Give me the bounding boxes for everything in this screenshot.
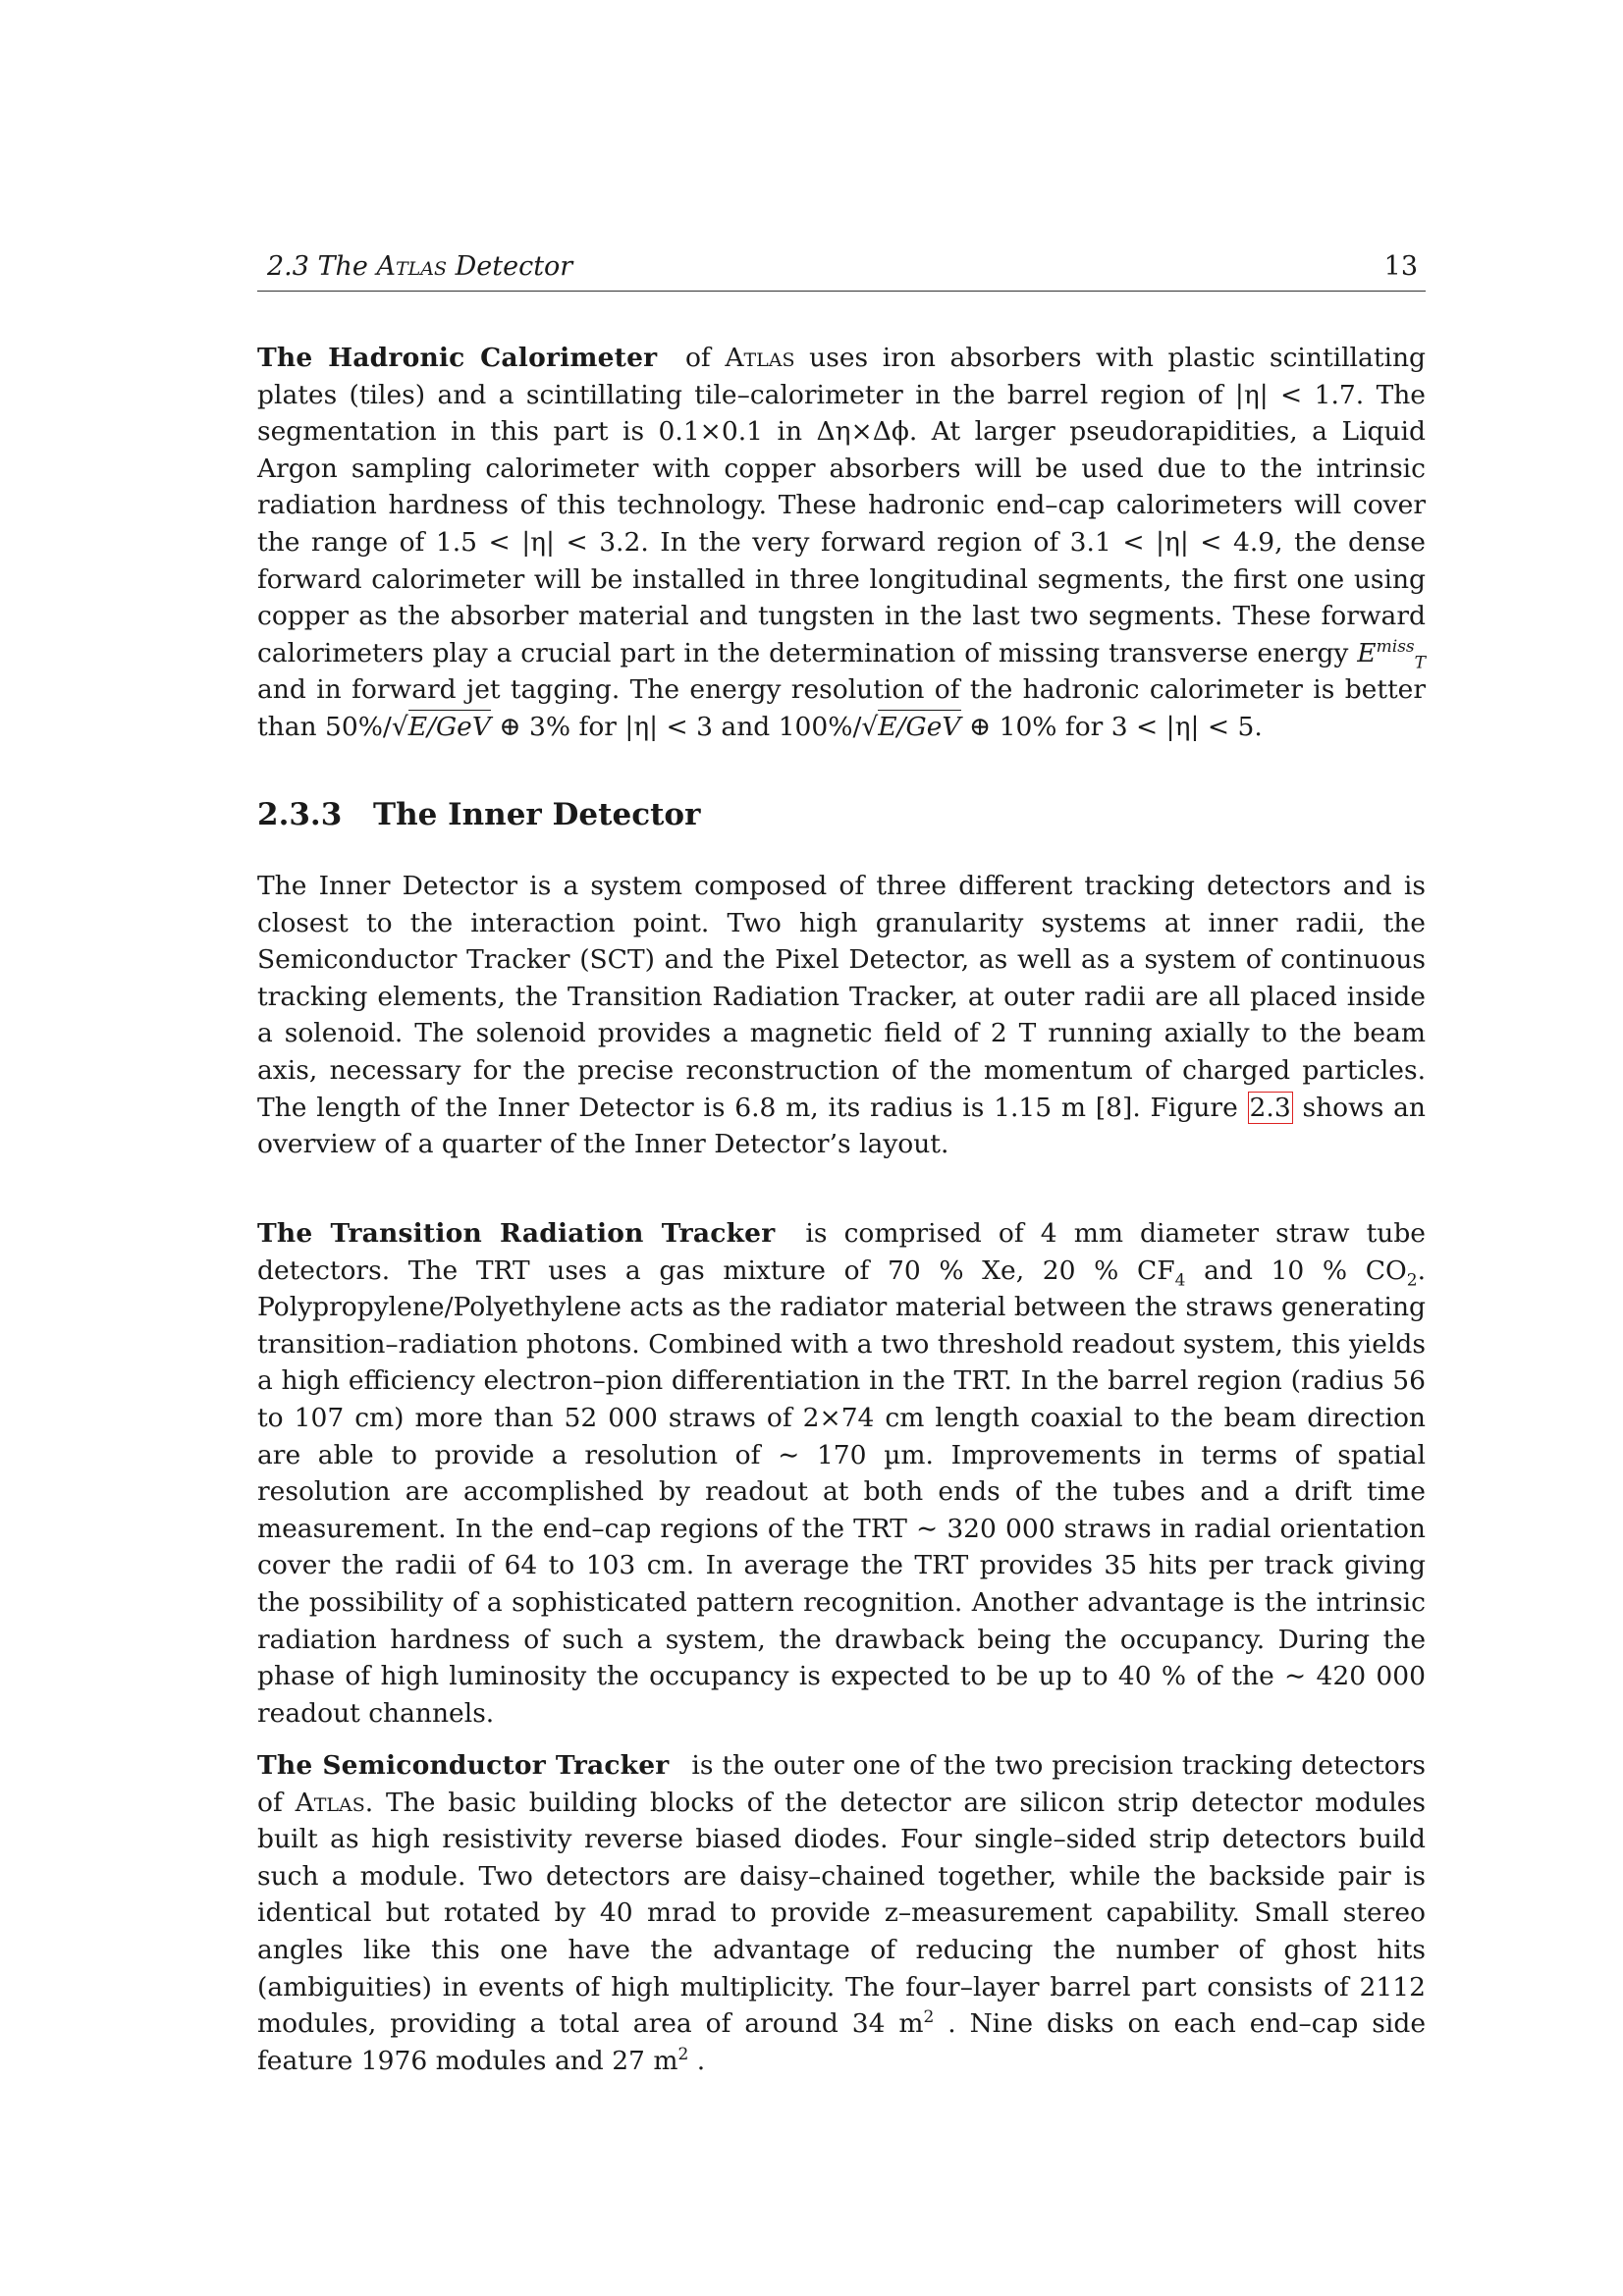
page-number: 13 (1383, 251, 1418, 282)
header-rule (257, 291, 1426, 292)
running-head-title: 2.3 The Atlas Detector (267, 251, 573, 282)
paragraph-hadronic-calorimeter: The Hadronic Calorimeter of Atlas uses iron absorbers with plastic scintillating plates (tiles) and a scintillating tile–calorimeter in the barrel region of |η| < 1.7. The segmentation in this part is 0.1×0.1 in Δη×Δϕ. At larger pseudorapidities, a Liquid Argon sampling calorimeter with copper absorbers will be used due to the intrinsic radiation hardness of this technology. These hadronic end–cap calorimeters will cover the range of 1.5 < |η| < 3.2. In the very forward region of 3.1 < |η| < 4.9, the dense forward calorimeter will be installed in three longitudinal segments, the first one using copper as the absorber material and tungsten in the last two segments. These forward calorimeters play a crucial part in the determination of missing transverse energy $E^{miss}_T$ and in forward jet tagging. The energy resolution of the hadronic calorimeter is better than 50%/√E/GeV ⊕ 3% for |η| < 3 and 100%/√E/GeV ⊕ 10% for 3 < |η| < 5. (257, 343, 1426, 742)
paragraph-inner-detector: The Inner Detector is a system composed of three different tracking detectors and is closest to the interaction point. Two high granularity systems at inner radii, the Semiconductor Tracker (SCT) and the Pixel Detector, as well as a system of continuous tracking elements, the Transition Radiation Tracker, at outer radii are all placed inside a solenoid. The solenoid provides a magnetic field of 2 T running axially to the beam axis, necessary for the precise reconstruction of the momentum of charged particles. The length of the Inner Detector is 6.8 m, its radius is 1.15 m [8]. Figure 2.3 shows an overview of a quarter of the Inner Detector’s layout. (257, 871, 1427, 1160)
section-heading (257, 797, 1426, 832)
section-number: 2.3.3 (257, 797, 343, 832)
runin-heading-sct: The Semiconductor Tracker (257, 1750, 670, 1781)
paragraph-trt: The Transition Radiation Tracker is comprised of 4 mm diameter straw tube detectors. The TRT uses a gas mixture of 70 % Xe, 20 % $CF_4$ and 10 % $CO_2$. Polypropylene/Polyethylene acts as the radiator material between the straws generating transition–radiation photons. Combined with a two threshold readout system, this yields a high efficiency electron–pion differentiation in the TRT. In the barrel region (radius 56 to 107 cm) more than 52 000 straws of 2×74 cm length coaxial to the beam direction are able to provide a resolution of ∼ 170 µm. Improvements in terms of spatial resolution are accomplished by readout at both ends of the tubes and a drift time measurement. In the end–cap regions of the TRT ∼ 320 000 straws in radial orientation cover the radii of 64 to 103 cm. In average the TRT provides 35 hits per track giving the possibility of a sophisticated pattern recognition. Another advantage is the intrinsic radiation hardness of such a system, the drawback being the occupancy. During the phase of high luminosity the occupancy is expected to be up to 40 % of the ∼ 420 000 readout channels. (257, 1218, 1426, 1729)
section-title: The Inner Detector (373, 797, 701, 832)
paragraph-sct: The Semiconductor Tracker is the outer one of the two precision tracking detectors of Atlas. The basic building blocks of the detector are silicon strip detector modules built as high resistivity reverse biased diodes. Four single–sided strip detectors build such a module. Two detectors are daisy–chained together, while the backside pair is identical but rotated by 40 mrad to provide z–measurement capability. Small stereo angles like this one have the advantage of reducing the number of ghost hits (ambiguities) in events of high multiplicity. The four–layer barrel part consists of 2112 modules, providing a total area of around 34 $m^2$ . Nine disks on each end–cap side feature 1976 modules and 27 $m^2$ . (257, 1750, 1426, 2076)
runin-heading-trt: The Transition Radiation Tracker (257, 1218, 776, 1249)
figure-reference-link[interactable]: 2.3 (1249, 1092, 1291, 1123)
runin-heading-hadronic: The Hadronic Calorimeter (257, 343, 658, 373)
running-head (257, 247, 1426, 287)
